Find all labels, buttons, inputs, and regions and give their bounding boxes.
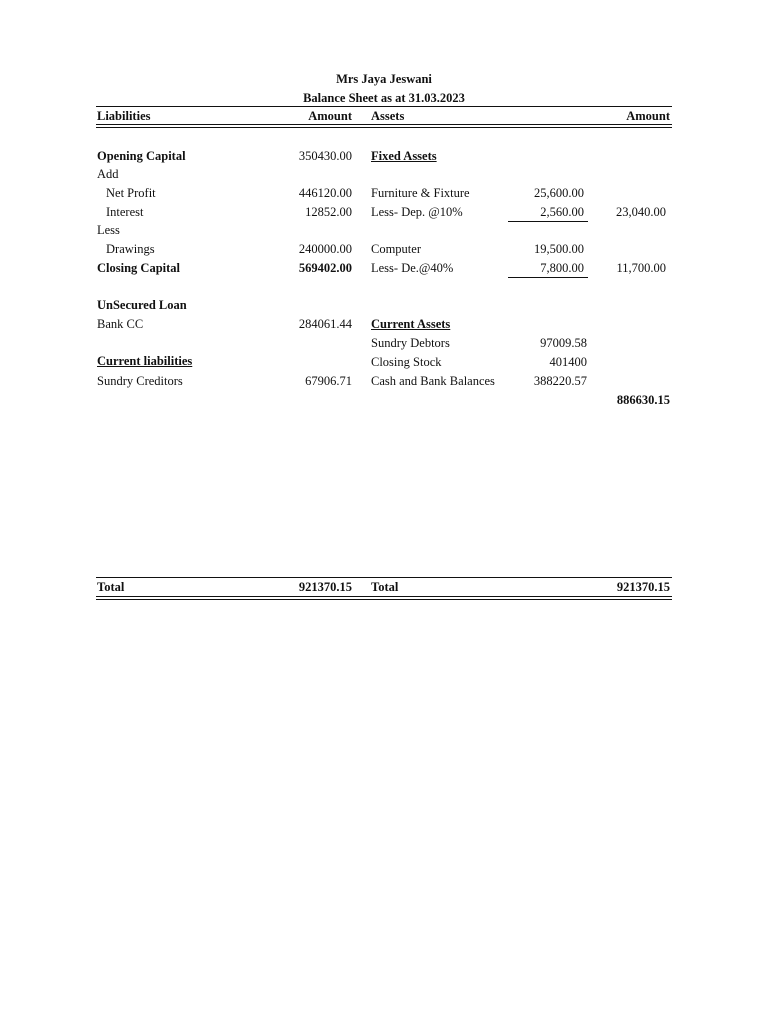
col-amount-right: Amount — [626, 109, 670, 123]
total-right-label: Total — [371, 580, 399, 594]
header-rule-2 — [96, 127, 672, 128]
net-profit-label: Net Profit — [106, 186, 156, 200]
bank-cc-amount: 284061.44 — [298, 317, 352, 331]
interest-amount: 12852.00 — [305, 205, 352, 219]
computer-dep-label: Less- De.@40% — [371, 261, 454, 275]
unsecured-loan-heading: UnSecured Loan — [97, 298, 187, 312]
computer-subtotal-rule — [508, 277, 588, 278]
total-bottom-rule-2 — [96, 599, 672, 600]
total-left-amount: 921370.15 — [298, 580, 352, 594]
sundry-debtors-value: 97009.58 — [540, 336, 587, 350]
total-bottom-rule-1 — [96, 596, 672, 597]
total-top-rule — [96, 577, 672, 578]
drawings-label: Drawings — [106, 242, 155, 256]
current-assets-total: 886630.15 — [616, 393, 670, 407]
furniture-subtotal-rule — [508, 221, 588, 222]
closing-capital-amount: 569402.00 — [298, 261, 352, 275]
total-right-amount: 921370.15 — [616, 580, 670, 594]
header-rule-1 — [96, 124, 672, 125]
computer-net: 11,700.00 — [616, 261, 666, 275]
sundry-debtors-label: Sundry Debtors — [371, 336, 450, 350]
furniture-dep-label: Less- Dep. @10% — [371, 205, 463, 219]
cash-bank-label: Cash and Bank Balances — [371, 374, 495, 388]
furniture-dep-value: 2,560.00 — [540, 205, 584, 219]
sundry-creditors-amount: 67906.71 — [305, 374, 352, 388]
current-liabilities-heading: Current liabilities — [97, 354, 193, 368]
opening-capital-amount: 350430.00 — [298, 149, 352, 163]
add-label: Add — [97, 167, 119, 181]
furniture-label: Furniture & Fixture — [371, 186, 470, 200]
owner-name: Mrs Jaya Jeswani — [336, 72, 432, 86]
computer-dep-value: 7,800.00 — [540, 261, 584, 275]
computer-value: 19,500.00 — [534, 242, 584, 256]
fixed-assets-heading: Fixed Assets — [371, 149, 437, 163]
col-amount-left: Amount — [308, 109, 352, 123]
closing-stock-label: Closing Stock — [371, 355, 442, 369]
opening-capital-label: Opening Capital — [97, 149, 186, 163]
interest-label: Interest — [106, 205, 144, 219]
furniture-value: 25,600.00 — [534, 186, 584, 200]
bank-cc-label: Bank CC — [97, 317, 144, 331]
drawings-amount: 240000.00 — [298, 242, 352, 256]
total-left-label: Total — [97, 580, 125, 594]
cash-bank-value: 388220.57 — [533, 374, 587, 388]
closing-capital-label: Closing Capital — [97, 261, 181, 275]
computer-label: Computer — [371, 242, 421, 256]
sheet-title: Balance Sheet as at 31.03.2023 — [303, 91, 465, 105]
col-assets: Assets — [371, 109, 405, 123]
less-label: Less — [97, 223, 120, 237]
closing-stock-value: 401400 — [549, 355, 587, 369]
col-liabilities: Liabilities — [97, 109, 151, 123]
furniture-net: 23,040.00 — [616, 205, 666, 219]
sundry-creditors-label: Sundry Creditors — [97, 374, 183, 388]
net-profit-amount: 446120.00 — [298, 186, 352, 200]
header-top-rule — [96, 106, 672, 107]
current-assets-heading: Current Assets — [371, 317, 451, 331]
